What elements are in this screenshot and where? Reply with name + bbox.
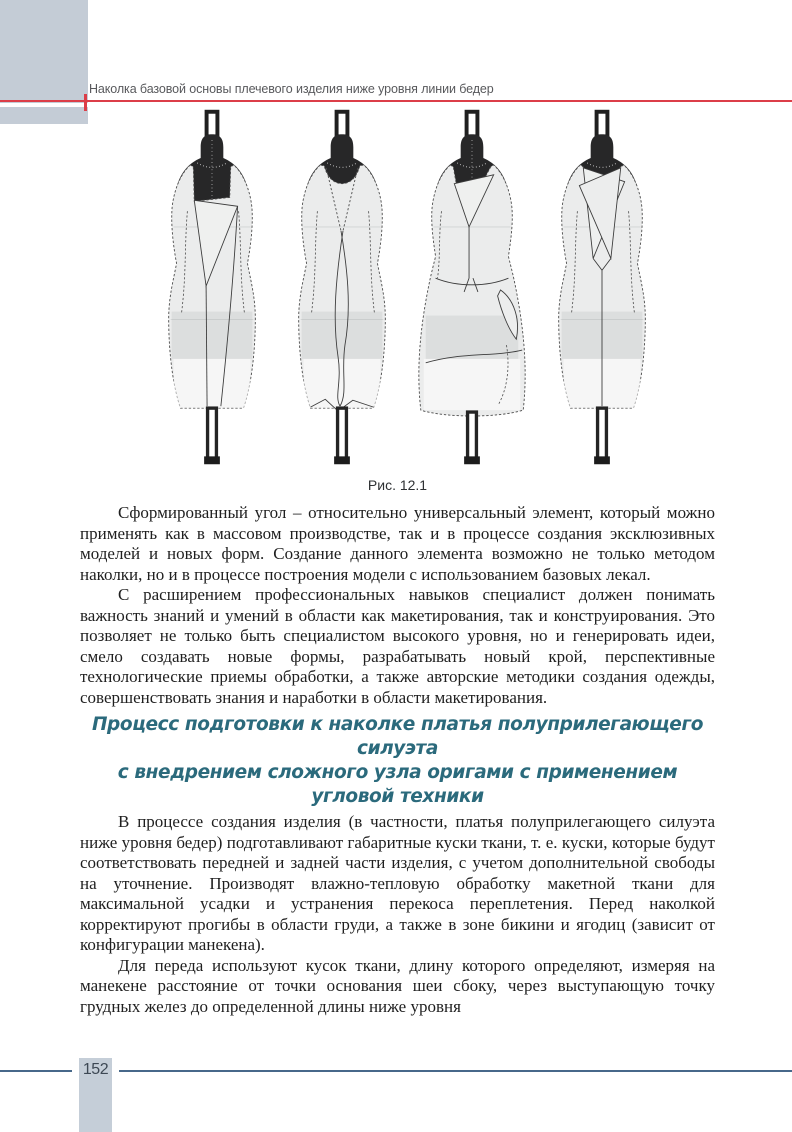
- section-heading-line-1: Процесс подготовки к наколке платья полуприлегающего силуэта: [91, 714, 704, 759]
- section-heading: [80, 713, 715, 809]
- body-text-column: [80, 503, 715, 1017]
- section-heading-line-2: с внедрением сложного узла оригами с применением угловой техники: [117, 762, 678, 807]
- corner-box-white-stripe: [0, 103, 88, 107]
- header-red-rule: [0, 100, 792, 102]
- mannequin-dress-illustration-4: [538, 106, 666, 470]
- running-header-title: Наколка базовой основы плечевого изделия ниже уровня линии бедер: [89, 82, 494, 96]
- paragraph-1: Сформированный угол – относительно универсальный элемент, который можно применять как в массовом производстве, так и в процессе создания эксклюзивных моделей и новых форм. Создание данного элемента возможно не только методом наколки, но и в процессе построения модели с использованием базовых лекал.: [80, 503, 715, 584]
- mannequin-dress-illustration-1: [148, 106, 276, 470]
- figure-12-1: [148, 106, 672, 470]
- figure-caption: Рис. 12.1: [367, 477, 428, 493]
- page-number: 152: [82, 1061, 109, 1078]
- mannequin-dress-illustration-3: [408, 106, 536, 470]
- header-red-tick: [84, 94, 87, 111]
- paragraph-4: Для переда используют кусок ткани, длину которого определяют, измеряя на манекене расстояние от точки основания шеи сбоку, через выступающую точку грудных желез до определенной длины ниже уровня: [80, 955, 715, 1016]
- paragraph-2: С расширением профессиональных навыков специалист должен понимать важность знаний и умений в области как макетирования, так и конструирования. Это позволяет не только быть специалистом высокого уровня, но и генерировать идеи, смело создавать новые формы, разрабатывать новый крой, перспективные технологические приемы обработки, а также авторские методики создания одежды, совершенствовать знания и наработки в области макетирования.: [80, 585, 715, 707]
- mannequin-dress-illustration-2: [278, 106, 406, 470]
- paragraph-3: В процессе создания изделия (в частности, платья полуприлегающего силуэта ниже уровня бедер) подготавливают габаритные куски ткани, т. е. куски, которые будут соответствовать передней и задней части изделия, с учетом дополнительной свободы на уточнение. Производят влажно-тепловую обработку макетной ткани для максимальной усадки и устранения перекоса переплетения. Перед наколкой корректируют прогибы в области груди, а также в зоне бикини и ягодиц (зависит от конфигурации манекена).: [80, 812, 715, 954]
- page-number-badge: [79, 1058, 112, 1132]
- footer-rule: [0, 1070, 792, 1072]
